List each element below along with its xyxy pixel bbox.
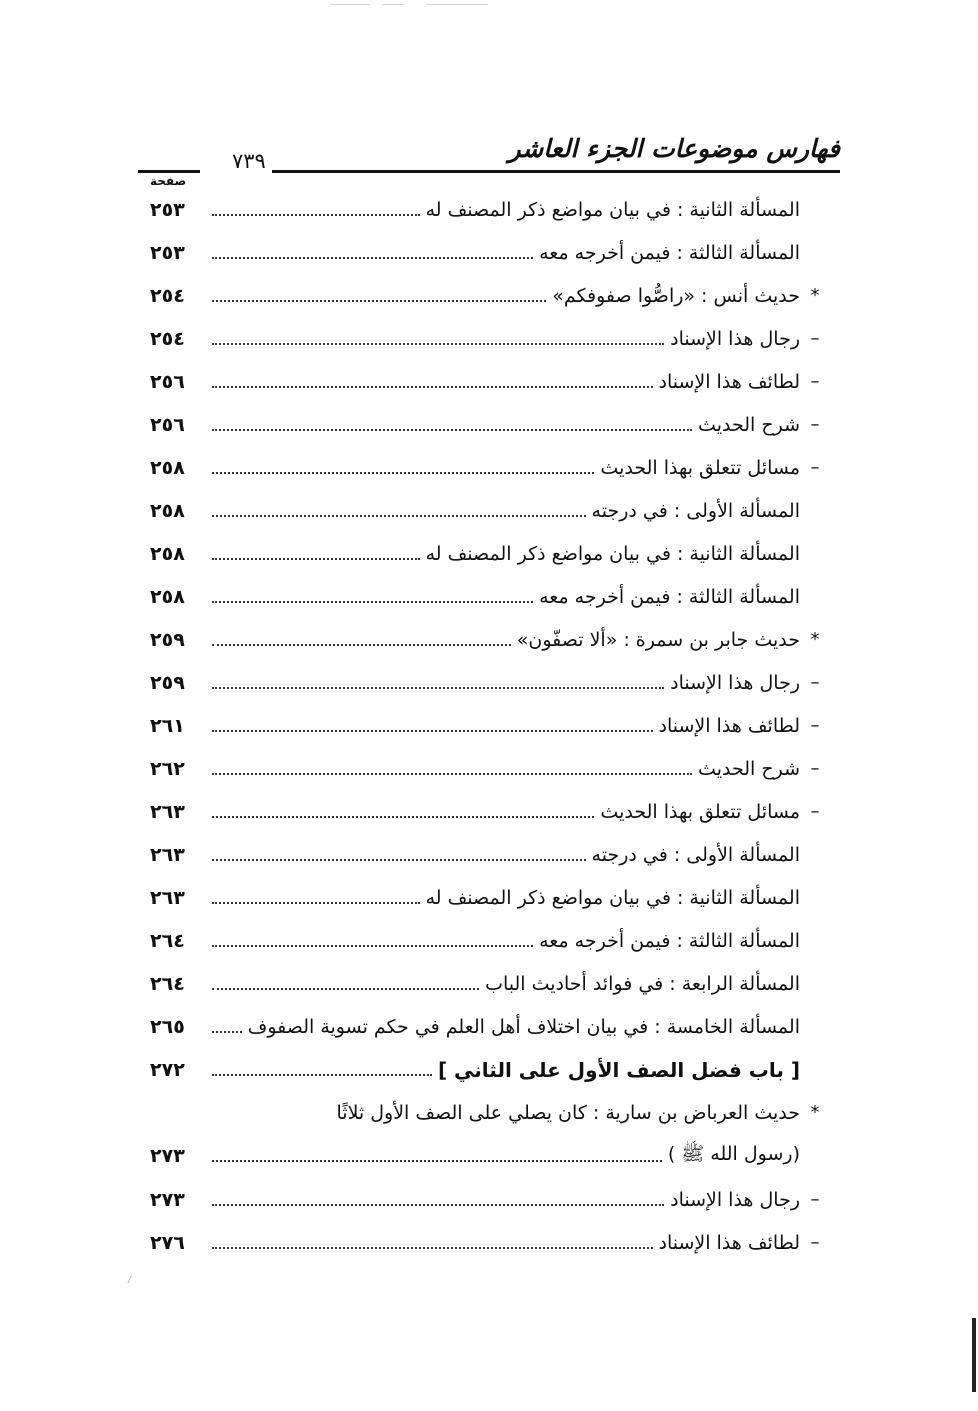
- toc-entry: [150, 446, 826, 489]
- toc-entry: [150, 876, 826, 919]
- header-rule: [272, 170, 840, 173]
- toc-entry: [150, 1005, 826, 1048]
- toc-entry-page: ٢٥٣: [150, 198, 185, 221]
- toc-entry-title: المسألة الثانية : في بيان مواضع ذكر المصنف له: [425, 542, 800, 565]
- toc-entry: [150, 661, 826, 704]
- dash-bullet-icon: –: [810, 371, 820, 392]
- dot-leader: [212, 558, 420, 560]
- dash-bullet-icon: –: [810, 801, 820, 822]
- toc-entry: [150, 618, 826, 661]
- toc-entry-page: ٢٧٦: [150, 1231, 185, 1254]
- dot-leader: [212, 687, 664, 689]
- toc-entry: [150, 1178, 826, 1221]
- toc-entry-title: مسائل تتعلق بهذا الحديث: [600, 456, 800, 479]
- toc-entry-title: لطائف هذا الإسناد: [658, 714, 800, 737]
- toc-entry-page: ٢٦٥: [150, 1015, 185, 1038]
- dot-leader: [212, 859, 586, 861]
- toc-entry: [150, 833, 826, 876]
- toc-entry: [150, 274, 826, 317]
- toc-entries: [150, 188, 826, 1264]
- toc-entry-title: شرح الحديث: [698, 757, 800, 780]
- dot-leader: [212, 1247, 653, 1249]
- toc-entry-title: (رسول الله ﷺ ): [667, 1143, 800, 1165]
- dot-leader: [212, 515, 586, 517]
- dot-leader: [212, 816, 594, 818]
- toc-entry: [150, 790, 826, 833]
- toc-entry: [150, 403, 826, 446]
- toc-entry-title: شرح الحديث: [698, 413, 800, 436]
- toc-entry-page: ٢٥٨: [150, 499, 185, 522]
- toc-entry: [150, 1221, 826, 1264]
- toc-entry-page: ٢٦٤: [150, 929, 185, 952]
- toc-entry-page: ٢٥٣: [150, 241, 185, 264]
- toc-entry-title: المسألة الثانية : في بيان مواضع ذكر المصنف له: [425, 886, 800, 909]
- toc-entry-page: ٢٦٣: [150, 843, 185, 866]
- dot-leader: [212, 343, 664, 345]
- column-label-rule: [138, 170, 200, 173]
- toc-entry-title: حديث جابر بن سمرة : «ألا تصفّون»: [516, 628, 800, 651]
- dash-bullet-icon: –: [810, 328, 820, 349]
- dot-leader: [212, 300, 546, 302]
- toc-entry-title: المسألة الثانية : في بيان مواضع ذكر المصنف له: [425, 198, 800, 221]
- dot-leader: [212, 1204, 664, 1206]
- margin-speck: [127, 1276, 134, 1285]
- dot-leader: [212, 601, 533, 603]
- toc-entry-title: المسألة الثالثة : فيمن أخرجه معه: [539, 929, 800, 952]
- dash-bullet-icon: –: [810, 1189, 820, 1210]
- toc-entry: [150, 188, 826, 231]
- toc-entry-title: حديث العرباض بن سارية : كان يصلي على الصف الأول ثلاثًا: [336, 1101, 800, 1124]
- toc-entry-page: ٢٥٤: [150, 284, 185, 307]
- toc-entry: [150, 532, 826, 575]
- page-title: فهارس موضوعات الجزء العاشر: [508, 134, 840, 163]
- toc-entry: [150, 231, 826, 274]
- dash-bullet-icon: –: [810, 1232, 820, 1253]
- toc-entry-page: ٢٧٣: [150, 1188, 185, 1211]
- dot-leader: [212, 730, 653, 732]
- toc-entry: [150, 489, 826, 532]
- toc-entry: [150, 1048, 826, 1091]
- dash-bullet-icon: –: [810, 715, 820, 736]
- toc-entry-page: ٢٦٤: [150, 972, 185, 995]
- toc-entry-page: ٢٦٢: [150, 757, 185, 780]
- toc-entry-title: [ باب فضل الصف الأول على الثاني ]: [437, 1057, 800, 1082]
- dot-leader: [212, 902, 420, 904]
- toc-entry-title: لطائف هذا الإسناد: [658, 1231, 800, 1254]
- toc-entry: [150, 575, 826, 618]
- toc-entry-page: ٢٥٨: [150, 456, 185, 479]
- toc-entry-page: ٢٥٨: [150, 585, 185, 608]
- toc-entry-title: رجال هذا الإسناد: [670, 671, 800, 694]
- toc-entry: [150, 704, 826, 747]
- toc-entry-page: ٢٦١: [150, 714, 185, 737]
- toc-entry: [150, 747, 826, 790]
- dot-leader: [212, 472, 594, 474]
- toc-entry-title: مسائل تتعلق بهذا الحديث: [600, 800, 800, 823]
- asterisk-bullet-icon: *: [810, 285, 820, 306]
- toc-entry-page: ٢٥٤: [150, 327, 185, 350]
- toc-entry-title: المسألة الرابعة : في فوائد أحاديث الباب: [485, 972, 800, 995]
- dot-leader: [212, 1074, 432, 1076]
- dot-leader: [212, 257, 533, 259]
- toc-entry-title: لطائف هذا الإسناد: [658, 370, 800, 393]
- dot-leader: [212, 945, 533, 947]
- dot-leader: [212, 1160, 662, 1162]
- top-decoration: [330, 4, 490, 6]
- toc-entry-page: ٢٥٩: [150, 671, 185, 694]
- toc-entry-page: ٢٥٩: [150, 628, 185, 651]
- toc-entry-page: ٢٧٣: [150, 1145, 185, 1167]
- toc-entry-page: ٢٥٦: [150, 413, 185, 436]
- asterisk-bullet-icon: *: [810, 1102, 820, 1123]
- dot-leader: [212, 988, 479, 990]
- toc-entry-page: ٢٦٣: [150, 800, 185, 823]
- toc-entry: [150, 1091, 826, 1134]
- dash-bullet-icon: –: [810, 672, 820, 693]
- toc-entry-title: المسألة الثالثة : فيمن أخرجه معه: [539, 241, 800, 264]
- toc-entry-title: المسألة الأولى : في درجته: [591, 843, 800, 866]
- toc-entry: [150, 317, 826, 360]
- toc-entry-title: المسألة الأولى : في درجته: [591, 499, 800, 522]
- toc-entry-page: ٢٦٣: [150, 886, 185, 909]
- dot-leader: [212, 773, 692, 775]
- dot-leader: [212, 644, 511, 646]
- dot-leader: [212, 1031, 242, 1033]
- toc-entry-title: المسألة الثالثة : فيمن أخرجه معه: [539, 585, 800, 608]
- dash-bullet-icon: –: [810, 414, 820, 435]
- toc-entry: [150, 919, 826, 962]
- toc-entry-page: ٢٧٢: [150, 1058, 185, 1081]
- page-number: ٧٣٩: [232, 149, 266, 173]
- toc-entry: [150, 360, 826, 403]
- toc-entry-title: رجال هذا الإسناد: [670, 327, 800, 350]
- asterisk-bullet-icon: *: [810, 629, 820, 650]
- toc-entry: [150, 1134, 826, 1178]
- margin-bar: [972, 1318, 976, 1392]
- dash-bullet-icon: –: [810, 457, 820, 478]
- toc-entry-title: رجال هذا الإسناد: [670, 1188, 800, 1211]
- page-column-label: صفحة: [150, 174, 187, 188]
- toc-entry-title: حديث أنس : «راصُّوا صفوفكم»: [552, 284, 800, 307]
- dot-leader: [212, 429, 692, 431]
- dash-bullet-icon: –: [810, 758, 820, 779]
- toc-entry-title: المسألة الخامسة : في بيان اختلاف أهل العلم في حكم تسوية الصفوف: [247, 1015, 800, 1038]
- dot-leader: [212, 214, 420, 216]
- dot-leader: [212, 386, 653, 388]
- toc-entry-page: ٢٥٦: [150, 370, 185, 393]
- toc-entry: [150, 962, 826, 1005]
- toc-entry-page: ٢٥٨: [150, 542, 185, 565]
